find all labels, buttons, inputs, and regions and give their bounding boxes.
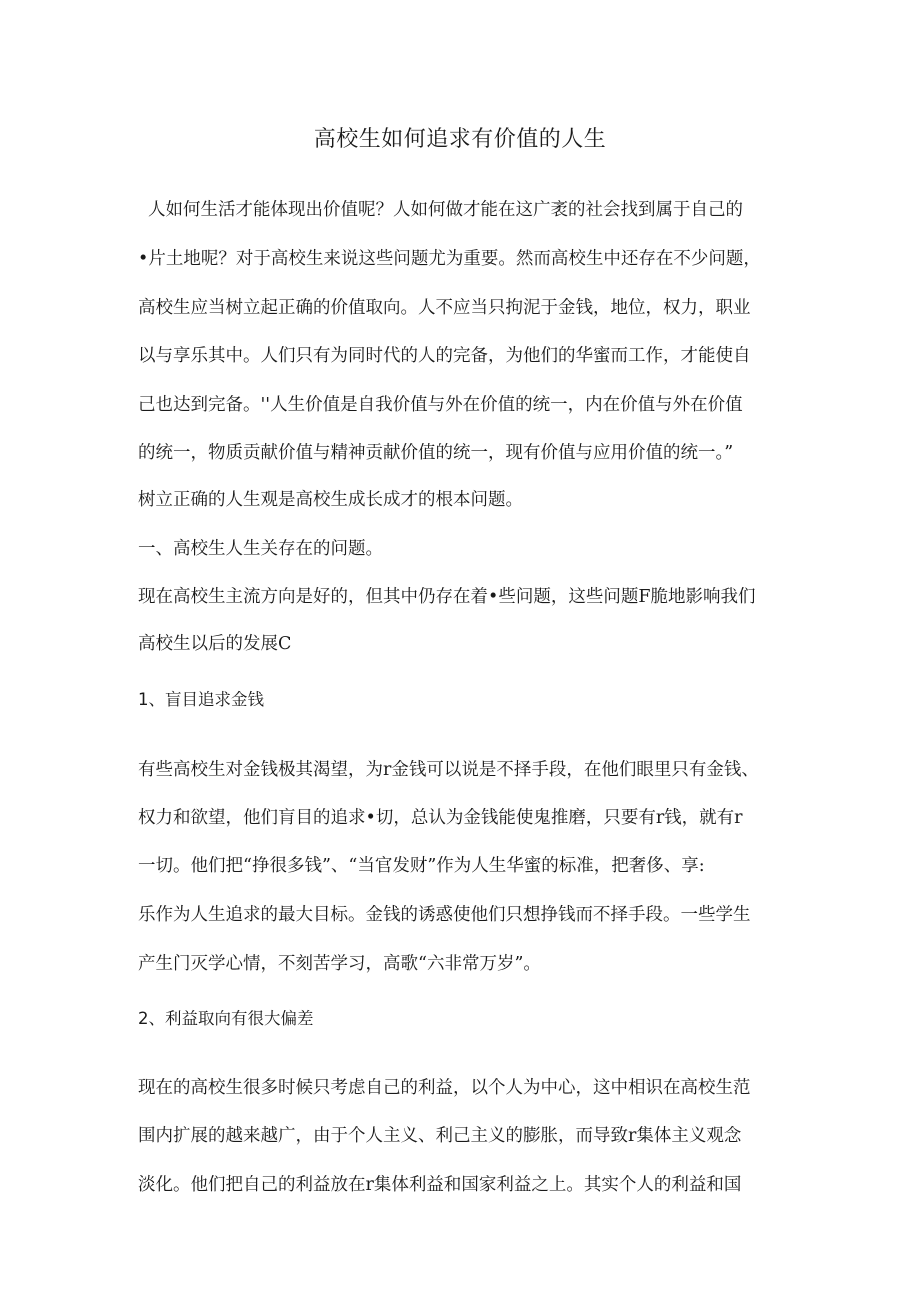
subheading-1: 1、盲目追求金钱 xyxy=(138,690,264,709)
section-line-1: 现在高校生主流方向是好的，但其中仍存在着•些问题，这些问题F脆地影响我们 xyxy=(138,587,756,607)
intro-line-7: 树立正确的人生观是高校生成长成才的根本问题。 xyxy=(138,490,523,510)
sub1-line-2: 权力和欲望，他们肓目的追求•切，总认为金钱能使鬼推磨，只要有r钱，就有r xyxy=(138,808,743,828)
sub1-line-4: 乐作为人生追求的最大目标。金钱的诱惑使他们只想挣钱而不择手段。一些学生 xyxy=(138,905,751,925)
sub2-line-2: 围内扩展的越来越广，由于个人主义、利己主义的膨胀，而导致r集体主义观念 xyxy=(138,1126,742,1146)
intro-line-2: •片土地呢？对于高校生来说这些问题尤为重要。然而高校生中还存在不少问题， xyxy=(138,249,761,269)
sub2-line-3: 淡化。他们把自己的利益放在r集体利益和国家利益之上。其实个人的利益和国 xyxy=(138,1175,742,1195)
sub1-line-5: 产生门灭学心情，不刻苦学习，高歌“六非常万岁”。 xyxy=(138,954,541,974)
intro-line-1: 人如何生活才能体现出价值呢？人如何做才能在这广袤的社会找到属于自己的 xyxy=(148,200,743,220)
intro-line-5: 己也达到完备。''人生价值是自我价值与外在价值的统一，内在价值与外在价值 xyxy=(138,395,743,415)
section-heading: 一、高校生人生关存在的问题。 xyxy=(138,539,383,559)
intro-line-4: 以与享乐其中。人们只有为同时代的人的完备，为他们的华蜜而工作，才能使自 xyxy=(138,346,751,366)
subheading-2: 2、利益取向有很大偏差 xyxy=(138,1009,314,1028)
sub1-line-3: 一切。他们把“挣很多钱”、“当官发财”作为人生华蜜的标准，把奢侈、享: xyxy=(138,856,705,876)
intro-line-3: 高校生应当树立起正确的价值取向。人不应当只拘泥于金钱，地位，权力，职业 xyxy=(138,298,751,318)
section-line-2: 高校生以后的发展C xyxy=(138,634,292,654)
intro-line-6: 的统一，物质贡献价值与精神贡献价值的统一，现有价值与应用价值的统一。” xyxy=(138,443,734,463)
document-title: 高校生如何追求有价值的人生 xyxy=(313,127,607,152)
sub1-line-1: 有些高校生对金钱极其渴望，为r金钱可以说是不择手段，在他们眼里只有金钱、 xyxy=(138,760,759,780)
sub2-line-1: 现在的高校生很多时候只考虑自己的利益，以个人为中心，这中相识在高校生范 xyxy=(138,1078,751,1098)
